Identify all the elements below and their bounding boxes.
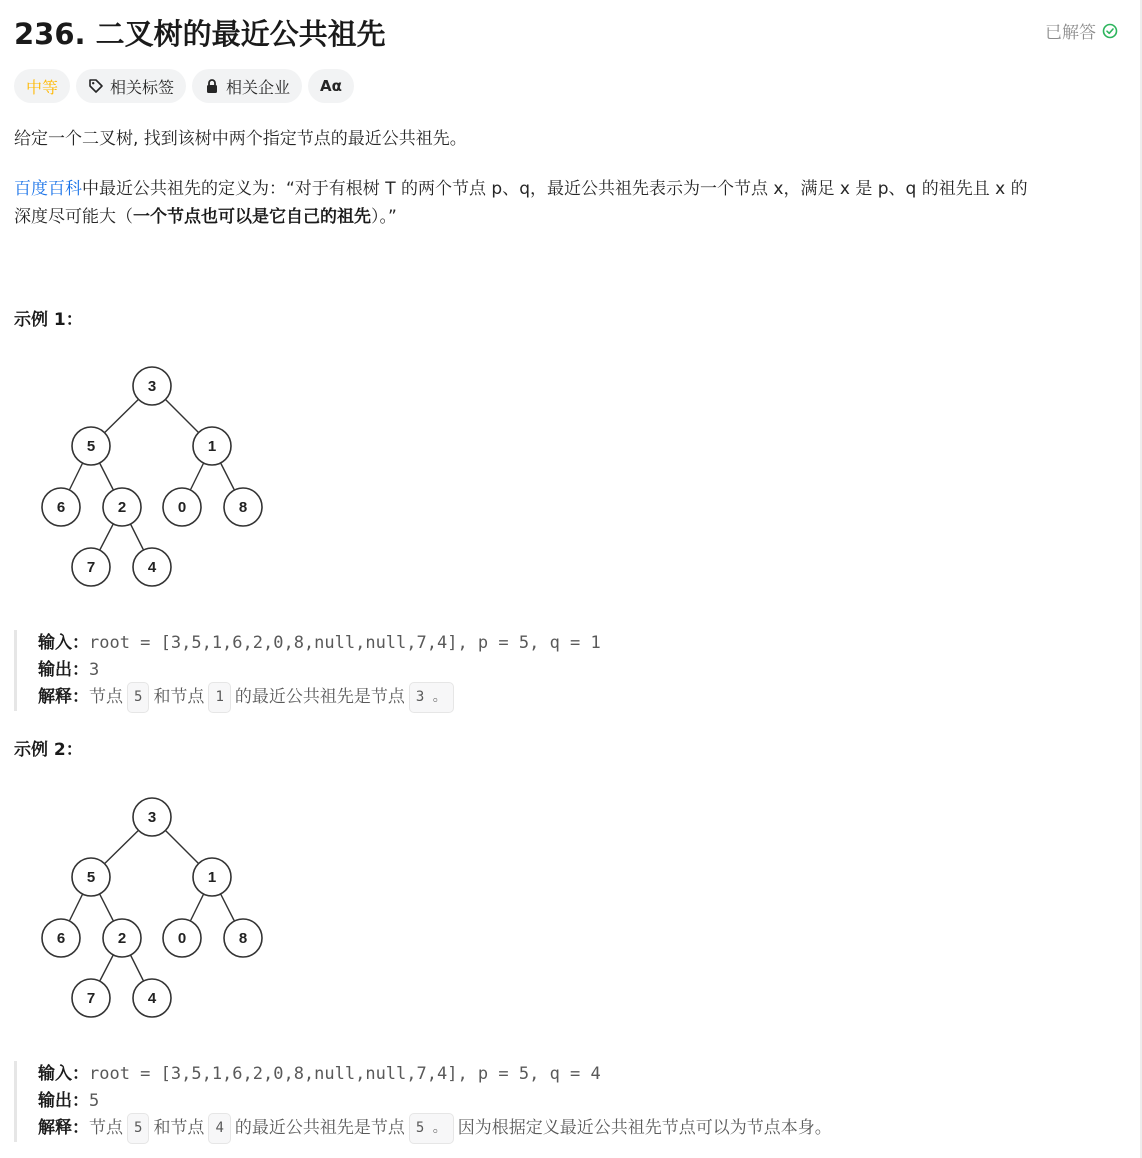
example-1-box [14,630,601,711]
example-2-box [14,1061,832,1142]
explain-text: 节点 [89,1118,123,1138]
example-1-title: 示例 1： [14,310,83,330]
tree-node: 6 [56,499,66,516]
tree-node: 8 [238,930,248,947]
tree-node: 0 [177,499,187,516]
tree-node: 0 [177,930,187,947]
example-2-tree-diagram [38,793,268,1033]
inline-code: 5 [127,682,149,713]
related-companies-label: 相关企业 [226,77,291,97]
explain-text: 因为根据定义最近公共祖先节点可以为节点本身。 [457,1118,832,1138]
explain-text: 的最近公共祖先是节点 [234,687,405,707]
inline-code: 5 。 [409,1113,454,1144]
output-value: 3 [89,660,100,680]
example-2-output [38,1088,832,1115]
tree-node: 2 [117,930,127,947]
tag-icon [88,78,104,94]
lock-icon [204,78,220,94]
translate-icon: Aα [320,77,342,95]
tree-node: 4 [147,559,157,576]
baidu-baike-link[interactable]: 百度百科 [14,179,82,199]
explain-label: 解释： [38,687,89,707]
input-label: 输入： [38,633,89,653]
description-intro: 给定一个二叉树, 找到该树中两个指定节点的最近公共祖先。 [14,129,467,149]
tree-node: 3 [147,809,157,826]
explain-text: 和节点 [153,1118,205,1138]
inline-code: 1 [208,682,230,713]
solved-status [1045,18,1118,43]
difficulty-badge[interactable]: 中等 [14,69,70,103]
related-companies-button[interactable] [192,69,302,103]
tree-node: 4 [147,990,157,1007]
example-1-output [38,657,601,684]
tree-svg-2 [38,793,268,1033]
problem-tags [14,69,354,103]
definition-text-1: 中最近公共祖先的定义为：“对于有根树 T 的两个节点 p、q，最近公共祖先表示为一个节点 x，满足 x 是 p、q 的祖先且 x 的 [82,179,1028,199]
definition-bold: 一个节点也可以是它自己的祖先 [133,207,371,227]
tree-node: 8 [238,499,248,516]
solved-label: 已解答 [1045,23,1096,43]
example-2-input [38,1061,832,1088]
tree-svg-1 [38,362,268,602]
tree-node: 5 [86,438,96,455]
example-2-title: 示例 2： [14,740,83,760]
problem-header [14,8,1118,50]
description-definition [14,175,1118,231]
input-label: 输入： [38,1064,89,1084]
example-2-explanation [38,1115,832,1142]
inline-code: 5 [127,1113,149,1144]
problem-title: 236. 二叉树的最近公共祖先 [14,17,386,51]
tree-node: 1 [207,438,217,455]
input-value: root = [3,5,1,6,2,0,8,null,null,7,4], p = 5, q = 1 [89,633,601,653]
output-label: 输出： [38,660,89,680]
definition-text-3: ）。” [371,207,397,227]
inline-code: 3 。 [409,682,454,713]
output-label: 输出： [38,1091,89,1111]
output-value: 5 [89,1091,100,1111]
tree-node: 7 [86,559,96,576]
example-1-input [38,630,601,657]
related-tags-label: 相关标签 [110,77,175,97]
tree-node: 6 [56,930,66,947]
explain-label: 解释： [38,1118,89,1138]
tree-node: 7 [86,990,96,1007]
explain-text: 的最近公共祖先是节点 [234,1118,405,1138]
definition-text-2: 深度尽可能大（ [14,207,133,227]
tree-node: 2 [117,499,127,516]
translate-button[interactable] [308,69,354,103]
tree-node: 5 [86,869,96,886]
explain-text: 节点 [89,687,123,707]
explain-text: 和节点 [153,687,205,707]
inline-code: 4 [208,1113,230,1144]
example-1-explanation [38,684,601,711]
check-circle-icon [1102,23,1118,39]
tree-node: 3 [147,378,157,395]
tree-node: 1 [207,869,217,886]
input-value: root = [3,5,1,6,2,0,8,null,null,7,4], p = 5, q = 4 [89,1064,601,1084]
example-1-tree-diagram [38,362,268,602]
related-tags-button[interactable] [76,69,186,103]
